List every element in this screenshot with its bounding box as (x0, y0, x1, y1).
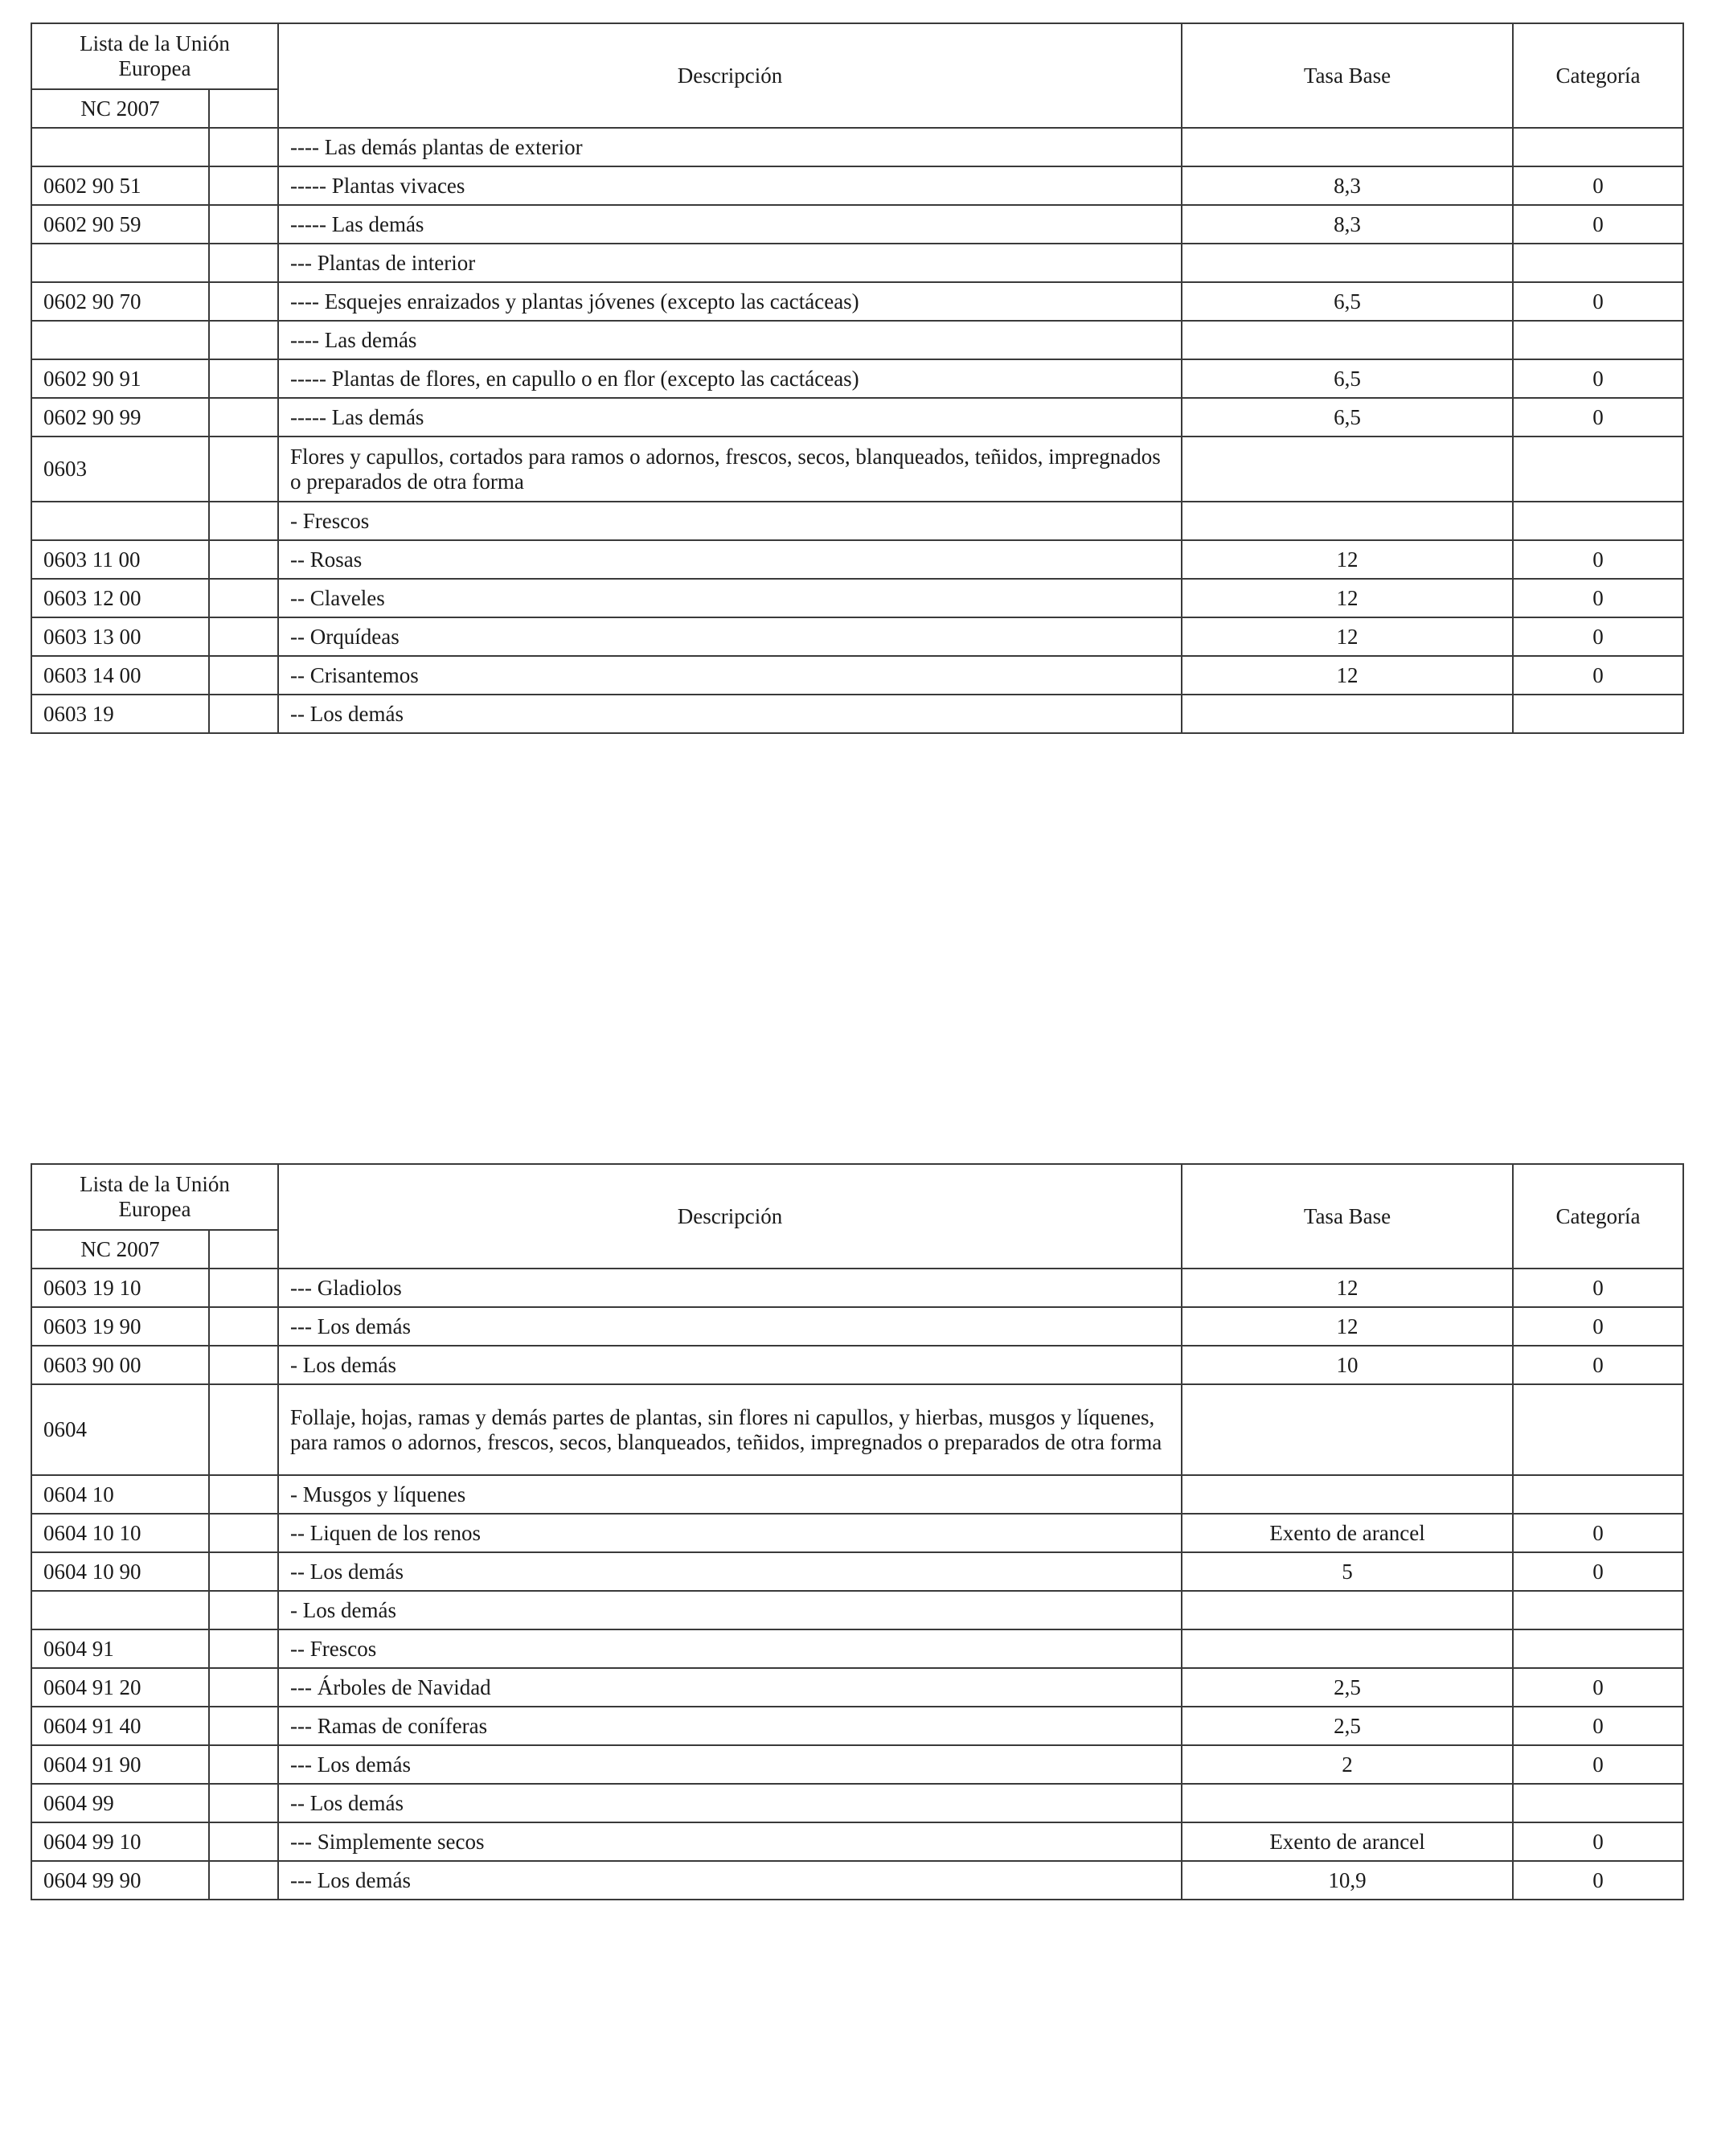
base-rate-cell (1182, 695, 1513, 733)
code-cell: 0604 91 (31, 1629, 209, 1668)
base-rate-cell: 10,9 (1182, 1861, 1513, 1900)
code-cell: 0604 10 10 (31, 1514, 209, 1552)
header-row (31, 1164, 1683, 1230)
category-header-cell: Categoría (1513, 23, 1683, 128)
table-row (31, 1269, 1683, 1307)
base-rate-cell: Exento de arancel (1182, 1822, 1513, 1861)
code-cell: 0604 10 (31, 1475, 209, 1514)
list-header-cell: Lista de la Unión Europea (31, 1164, 278, 1230)
description-cell: ---- Las demás (278, 321, 1182, 359)
description-cell: Flores y capullos, cortados para ramos o adornos, frescos, secos, blanqueados, teñidos, impregnados o preparados de otra forma (278, 437, 1182, 502)
code-cell (31, 502, 209, 540)
blank-cell (209, 359, 278, 398)
description-cell: -- Frescos (278, 1629, 1182, 1668)
category-cell (1513, 244, 1683, 282)
category-cell: 0 (1513, 1307, 1683, 1346)
header-row (31, 23, 1683, 89)
table-row (31, 128, 1683, 166)
blank-cell (209, 617, 278, 656)
table-row (31, 1861, 1683, 1900)
base-rate-cell: 5 (1182, 1552, 1513, 1591)
blank-cell (209, 1861, 278, 1900)
code-cell: 0603 11 00 (31, 540, 209, 579)
empty-header-cell (209, 89, 278, 128)
description-cell: - Frescos (278, 502, 1182, 540)
code-cell (31, 128, 209, 166)
base-rate-cell: 6,5 (1182, 359, 1513, 398)
blank-cell (209, 540, 278, 579)
base-rate-cell: 12 (1182, 656, 1513, 695)
description-cell: --- Los demás (278, 1861, 1182, 1900)
table-row (31, 166, 1683, 205)
category-cell: 0 (1513, 1745, 1683, 1784)
category-header-cell: Categoría (1513, 1164, 1683, 1269)
category-cell (1513, 1384, 1683, 1475)
table-row (31, 540, 1683, 579)
code-cell: 0603 12 00 (31, 579, 209, 617)
code-cell: 0603 19 (31, 695, 209, 733)
table-row (31, 244, 1683, 282)
category-cell: 0 (1513, 1707, 1683, 1745)
description-cell: --- Árboles de Navidad (278, 1668, 1182, 1707)
nc-header-cell: NC 2007 (31, 1230, 209, 1269)
base-rate-cell: 2 (1182, 1745, 1513, 1784)
table-row (31, 321, 1683, 359)
table-row (31, 398, 1683, 437)
description-cell: -- Los demás (278, 1784, 1182, 1822)
list-header-cell: Lista de la Unión Europea (31, 23, 278, 89)
base-rate-cell (1182, 1591, 1513, 1629)
category-cell: 0 (1513, 1269, 1683, 1307)
description-cell: -- Los demás (278, 1552, 1182, 1591)
blank-cell (209, 1269, 278, 1307)
base-rate-cell (1182, 128, 1513, 166)
table-row (31, 1822, 1683, 1861)
description-cell: -- Liquen de los renos (278, 1514, 1182, 1552)
description-cell: - Los demás (278, 1591, 1182, 1629)
description-cell: - Musgos y líquenes (278, 1475, 1182, 1514)
blank-cell (209, 1552, 278, 1591)
code-cell (31, 1591, 209, 1629)
code-cell: 0602 90 51 (31, 166, 209, 205)
description-cell: ----- Plantas de flores, en capullo o en flor (excepto las cactáceas) (278, 359, 1182, 398)
table-row (31, 695, 1683, 733)
description-cell: ----- Las demás (278, 398, 1182, 437)
table-row (31, 502, 1683, 540)
blank-cell (209, 1307, 278, 1346)
category-cell (1513, 321, 1683, 359)
description-cell: --- Simplemente secos (278, 1822, 1182, 1861)
category-cell: 0 (1513, 1822, 1683, 1861)
blank-cell (209, 128, 278, 166)
code-cell: 0604 91 90 (31, 1745, 209, 1784)
blank-cell (209, 695, 278, 733)
description-cell: -- Claveles (278, 579, 1182, 617)
base-rate-header-cell: Tasa Base (1182, 1164, 1513, 1269)
description-cell: ---- Esquejes enraizados y plantas jóvenes (excepto las cactáceas) (278, 282, 1182, 321)
category-cell (1513, 437, 1683, 502)
category-cell: 0 (1513, 656, 1683, 695)
category-cell (1513, 128, 1683, 166)
blank-cell (209, 1629, 278, 1668)
table-row (31, 1784, 1683, 1822)
blank-cell (209, 244, 278, 282)
base-rate-cell: Exento de arancel (1182, 1514, 1513, 1552)
code-cell: 0603 19 10 (31, 1269, 209, 1307)
category-cell: 0 (1513, 166, 1683, 205)
blank-cell (209, 1784, 278, 1822)
table-row (31, 205, 1683, 244)
base-rate-cell: 12 (1182, 540, 1513, 579)
code-cell: 0602 90 99 (31, 398, 209, 437)
table-row (31, 359, 1683, 398)
table-row (31, 1745, 1683, 1784)
code-cell: 0602 90 70 (31, 282, 209, 321)
blank-cell (209, 282, 278, 321)
category-cell: 0 (1513, 1668, 1683, 1707)
base-rate-cell (1182, 1629, 1513, 1668)
table-row (31, 1514, 1683, 1552)
code-cell: 0604 99 (31, 1784, 209, 1822)
description-cell: Follaje, hojas, ramas y demás partes de plantas, sin flores ni capullos, y hierbas, musgos y líquenes, para ramos o adornos, frescos, secos, blanqueados, teñidos, impregnados o preparados de otra forma (278, 1384, 1182, 1475)
description-cell: -- Los demás (278, 695, 1182, 733)
category-cell (1513, 1784, 1683, 1822)
category-cell: 0 (1513, 1861, 1683, 1900)
description-cell: ----- Plantas vivaces (278, 166, 1182, 205)
code-cell: 0604 99 10 (31, 1822, 209, 1861)
base-rate-cell: 6,5 (1182, 398, 1513, 437)
table-row (31, 282, 1683, 321)
description-header-cell: Descripción (278, 1164, 1182, 1269)
table-row (31, 617, 1683, 656)
base-rate-cell (1182, 1384, 1513, 1475)
base-rate-cell: 12 (1182, 1307, 1513, 1346)
table-row (31, 579, 1683, 617)
description-cell: --- Los demás (278, 1745, 1182, 1784)
tariff-table-1 (31, 23, 1684, 734)
description-cell: - Los demás (278, 1346, 1182, 1384)
code-cell (31, 321, 209, 359)
table-row (31, 1552, 1683, 1591)
table-row (31, 1707, 1683, 1745)
code-cell: 0604 (31, 1384, 209, 1475)
base-rate-cell: 12 (1182, 617, 1513, 656)
category-cell (1513, 502, 1683, 540)
blank-cell (209, 1384, 278, 1475)
code-cell (31, 244, 209, 282)
blank-cell (209, 1668, 278, 1707)
category-cell: 0 (1513, 282, 1683, 321)
blank-cell (209, 656, 278, 695)
base-rate-cell: 8,3 (1182, 166, 1513, 205)
code-cell: 0604 91 20 (31, 1668, 209, 1707)
category-cell: 0 (1513, 579, 1683, 617)
description-header-cell: Descripción (278, 23, 1182, 128)
blank-cell (209, 1346, 278, 1384)
category-cell: 0 (1513, 359, 1683, 398)
table-row (31, 1668, 1683, 1707)
base-rate-cell: 12 (1182, 579, 1513, 617)
base-rate-cell: 8,3 (1182, 205, 1513, 244)
blank-cell (209, 321, 278, 359)
blank-cell (209, 1591, 278, 1629)
category-cell (1513, 695, 1683, 733)
nc-header-cell: NC 2007 (31, 89, 209, 128)
code-cell: 0602 90 91 (31, 359, 209, 398)
category-cell: 0 (1513, 540, 1683, 579)
description-cell: ---- Las demás plantas de exterior (278, 128, 1182, 166)
description-cell: --- Gladiolos (278, 1269, 1182, 1307)
blank-cell (209, 205, 278, 244)
table-row (31, 1591, 1683, 1629)
code-cell: 0603 (31, 437, 209, 502)
code-cell: 0604 99 90 (31, 1861, 209, 1900)
category-cell: 0 (1513, 1346, 1683, 1384)
table-row (31, 1346, 1683, 1384)
base-rate-cell: 12 (1182, 1269, 1513, 1307)
blank-cell (209, 579, 278, 617)
blank-cell (209, 502, 278, 540)
blank-cell (209, 1475, 278, 1514)
base-rate-cell (1182, 1475, 1513, 1514)
table-row (31, 1384, 1683, 1475)
description-cell: -- Orquídeas (278, 617, 1182, 656)
base-rate-cell (1182, 437, 1513, 502)
description-cell: -- Crisantemos (278, 656, 1182, 695)
base-rate-cell (1182, 502, 1513, 540)
table-row (31, 1629, 1683, 1668)
table-row (31, 656, 1683, 695)
base-rate-header-cell: Tasa Base (1182, 23, 1513, 128)
blank-cell (209, 166, 278, 205)
category-cell (1513, 1475, 1683, 1514)
description-cell: --- Los demás (278, 1307, 1182, 1346)
blank-cell (209, 1745, 278, 1784)
empty-header-cell (209, 1230, 278, 1269)
base-rate-cell (1182, 244, 1513, 282)
category-cell: 0 (1513, 1552, 1683, 1591)
base-rate-cell (1182, 321, 1513, 359)
code-cell: 0604 10 90 (31, 1552, 209, 1591)
base-rate-cell: 2,5 (1182, 1707, 1513, 1745)
category-cell: 0 (1513, 205, 1683, 244)
category-cell: 0 (1513, 398, 1683, 437)
code-cell: 0603 90 00 (31, 1346, 209, 1384)
description-cell: ----- Las demás (278, 205, 1182, 244)
code-cell: 0603 13 00 (31, 617, 209, 656)
category-cell: 0 (1513, 617, 1683, 656)
blank-cell (209, 1514, 278, 1552)
description-cell: --- Ramas de coníferas (278, 1707, 1182, 1745)
base-rate-cell: 2,5 (1182, 1668, 1513, 1707)
description-cell: --- Plantas de interior (278, 244, 1182, 282)
blank-cell (209, 1707, 278, 1745)
table-row (31, 437, 1683, 502)
base-rate-cell: 10 (1182, 1346, 1513, 1384)
category-cell (1513, 1591, 1683, 1629)
code-cell: 0603 14 00 (31, 656, 209, 695)
code-cell: 0603 19 90 (31, 1307, 209, 1346)
table-row (31, 1307, 1683, 1346)
code-cell: 0604 91 40 (31, 1707, 209, 1745)
tariff-table-2 (31, 1163, 1684, 1900)
blank-cell (209, 398, 278, 437)
base-rate-cell (1182, 1784, 1513, 1822)
base-rate-cell: 6,5 (1182, 282, 1513, 321)
code-cell: 0602 90 59 (31, 205, 209, 244)
description-cell: -- Rosas (278, 540, 1182, 579)
table-row (31, 1475, 1683, 1514)
category-cell: 0 (1513, 1514, 1683, 1552)
category-cell (1513, 1629, 1683, 1668)
blank-cell (209, 1822, 278, 1861)
blank-cell (209, 437, 278, 502)
